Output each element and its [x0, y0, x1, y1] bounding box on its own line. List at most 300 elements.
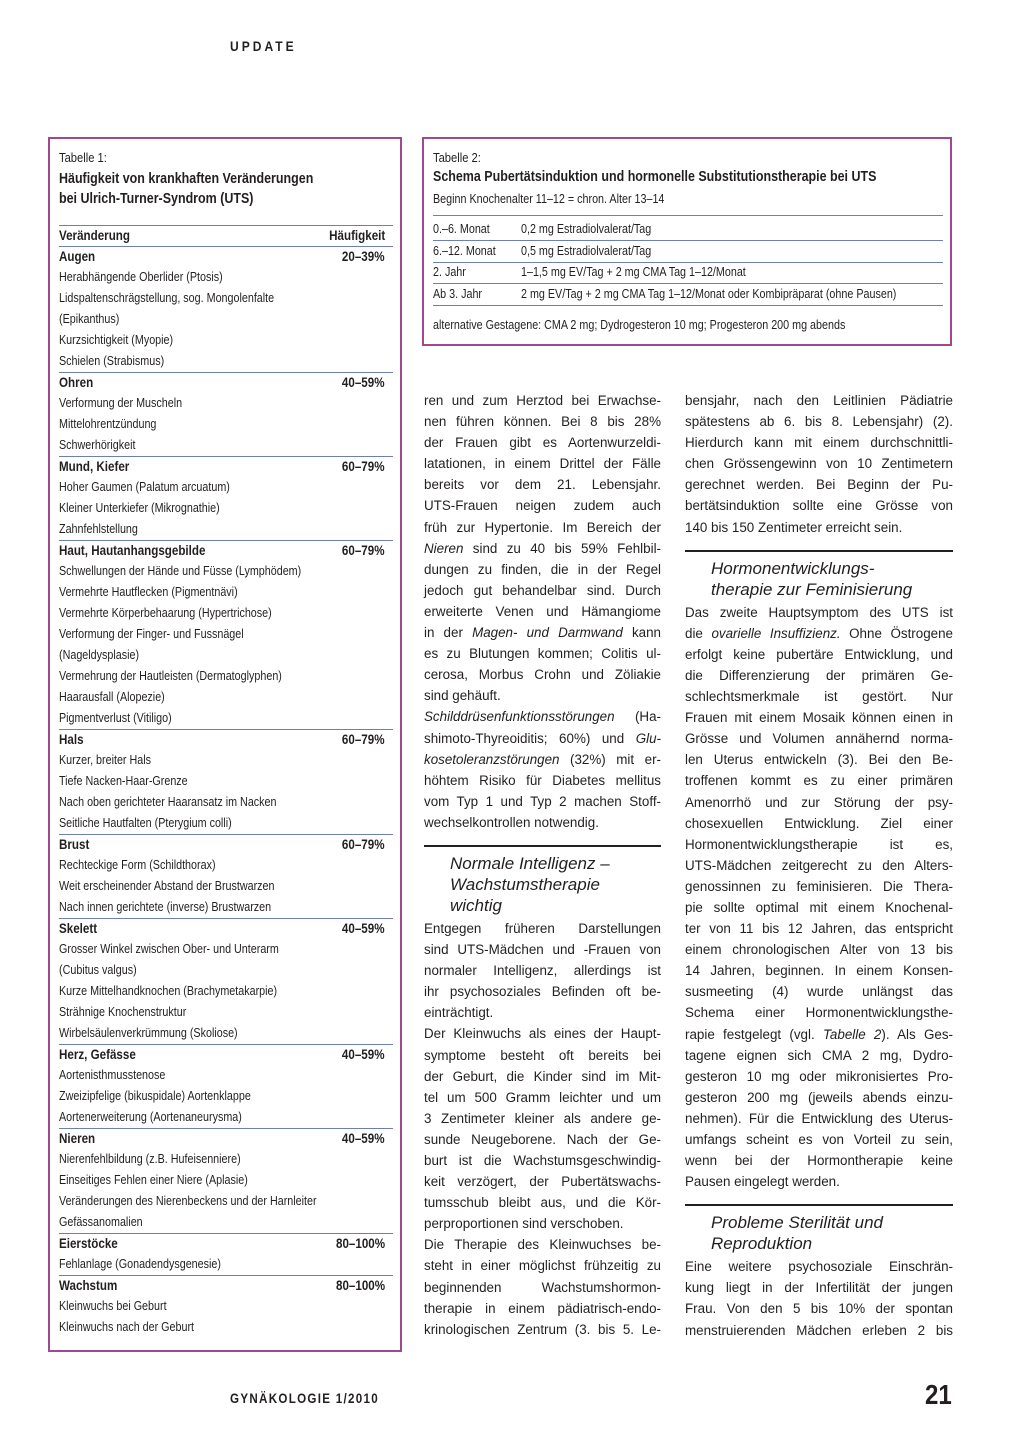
heading-line: Hormonentwicklungs-	[711, 558, 875, 578]
text-line	[424, 622, 661, 643]
text-run: Entgegen früheren Darstellungen	[424, 920, 661, 936]
text-run: ihr psychosoziales Befinden oft be-	[424, 984, 661, 1000]
text-run: Schema einer Hormonentwicklungsthe-	[685, 1005, 953, 1021]
text-run: bertätsinduktion sollte eine Grösse von	[685, 498, 953, 514]
text-run: erweiterte Venen und Hämangiome	[424, 603, 661, 619]
text-line	[424, 960, 661, 981]
table-1-item-row	[59, 897, 393, 918]
item-text: (Epikanthus)	[59, 312, 120, 326]
item-text: Wirbelsäulenverkrümmung (Skoliose)	[59, 1026, 238, 1040]
column-header-change: Veränderung	[59, 228, 130, 243]
text-line	[424, 1150, 661, 1171]
text-line	[685, 770, 953, 791]
text-line	[424, 1171, 661, 1192]
text-run: rapie festgelegt (vgl.	[685, 1026, 823, 1042]
group-frequency: 40–59%	[342, 375, 385, 390]
text-line	[424, 1213, 661, 1234]
text-run: menstruierenden Mädchen erleben 2 bis	[685, 1322, 953, 1338]
text-line	[685, 834, 953, 855]
table-1-item-row	[59, 498, 393, 519]
column-middle	[424, 390, 661, 1340]
item-text: Veränderungen des Nierenbeckens und der Harnleiter	[59, 1194, 317, 1208]
italic-term: kosetoleranzstörungen	[424, 751, 560, 767]
item-text: Verformung der Muscheln	[59, 396, 183, 410]
text-line	[685, 749, 953, 770]
text-run: in der	[424, 625, 473, 641]
item-text: (Cubitus valgus)	[59, 963, 137, 977]
table-1-item-row	[59, 1317, 393, 1338]
item-text: Verformung der Finger- und Fussnägel	[59, 627, 244, 641]
text-run: 14 Jahren, beginnen. In einem Konsen-	[685, 963, 953, 979]
text-run: gesteron 200 mg (jeweils abends einzu-	[685, 1089, 953, 1105]
text-run: umfangs scheint es von Vorteil zu sein,	[685, 1132, 953, 1147]
group-name: Mund, Kiefer	[59, 459, 130, 474]
text-line	[685, 411, 953, 432]
text-line	[685, 1150, 953, 1171]
table-1-group-row	[59, 729, 393, 750]
text-line	[685, 792, 953, 813]
table-1-item-row	[59, 981, 393, 1002]
text-line	[685, 644, 953, 665]
text-run: dungen zu finden, die in der Regel	[424, 561, 661, 577]
text-run: höhtem Risiko für Diabetes mellitus	[424, 772, 661, 788]
heading-rule	[424, 845, 661, 847]
text-line	[685, 686, 953, 707]
text-line	[424, 411, 661, 432]
table-2-period: 2. Jahr	[433, 265, 466, 279]
text-line	[424, 1129, 661, 1150]
table-2-alternative: alternative Gestagene: CMA 2 mg; Dydrogesteron 10 mg; Progesteron 200 mg abends	[433, 318, 846, 332]
text-line	[685, 1108, 953, 1129]
text-line	[685, 1256, 953, 1277]
text-run: Der Kleinwuchs als eines der Haupt-	[424, 1026, 661, 1042]
item-text: Nach innen gerichtete (inverse) Brustwarzen	[59, 900, 272, 914]
group-name: Hals	[59, 732, 84, 747]
text-line	[424, 432, 661, 453]
text-run: sind UTS-Mädchen und -Frauen von	[424, 942, 661, 958]
text-line	[685, 1129, 953, 1150]
group-name: Skelett	[59, 921, 98, 936]
table-1-item-row	[59, 1086, 393, 1107]
text-run: cerosa, Morbus Crohn und Zöliakie	[424, 667, 661, 683]
item-text: Mittelohrentzündung	[59, 417, 157, 431]
text-line	[424, 1319, 661, 1340]
text-line	[424, 791, 661, 812]
text-line	[685, 1045, 953, 1066]
text-line	[424, 643, 661, 664]
group-name: Wachstum	[59, 1278, 118, 1293]
text-run: erfolgt keine pubertäre Entwicklung, und	[685, 646, 953, 662]
item-text: Herabhängende Oberlider (Ptosis)	[59, 270, 223, 284]
group-frequency: 60–79%	[342, 837, 385, 852]
text-run: keit verzögert, der Pubertätswachs-	[424, 1174, 661, 1190]
group-frequency: 80–100%	[335, 1278, 385, 1293]
text-run: susmeeting (4) wurde unlängst das	[685, 984, 953, 1000]
text-run: die	[685, 625, 712, 641]
table-2-period: 0.–6. Monat	[433, 222, 490, 236]
table-1-item-row	[59, 330, 393, 351]
running-header: UPDATE	[230, 38, 297, 54]
group-name: Nieren	[59, 1131, 96, 1146]
item-text: Strähnige Knochenstruktur	[59, 1005, 187, 1019]
text-line	[685, 602, 953, 623]
heading-line: Reproduktion	[711, 1234, 813, 1254]
group-frequency: 60–79%	[342, 459, 385, 474]
text-run: sind gehäuft.	[424, 688, 501, 704]
table-1-item-row	[59, 309, 393, 330]
item-text: Fehlanlage (Gonadendysgenesie)	[59, 1257, 221, 1271]
item-text: (Nageldysplasie)	[59, 648, 140, 662]
text-line	[685, 1298, 953, 1319]
table-1-group-row	[59, 246, 393, 267]
text-run: Hierdurch kann mit einem durchschnittli-	[685, 435, 953, 451]
heading-line: Wachstumstherapie	[450, 874, 600, 894]
table-1-item-row	[59, 687, 393, 708]
table-1-caption: Tabelle 1:	[59, 150, 107, 165]
item-text: Kleinwuchs nach der Geburt	[59, 1320, 195, 1334]
group-frequency: 40–59%	[342, 921, 385, 936]
text-line	[685, 1002, 953, 1023]
table-1-item-row	[59, 351, 393, 372]
table-1-group-row	[59, 456, 393, 477]
item-text: Tiefe Nacken-Haar-Grenze	[59, 774, 188, 788]
text-line	[424, 1277, 661, 1298]
group-frequency: 20–39%	[342, 249, 385, 264]
page-number: 21	[925, 1379, 952, 1410]
text-line	[424, 812, 661, 833]
table-1-item-row	[59, 435, 393, 456]
section-heading	[685, 538, 953, 602]
text-line	[685, 1277, 953, 1298]
table-2-title: Schema Pubertätsinduktion und hormonelle Substitutionstherapie bei UTS	[433, 169, 877, 185]
text-line	[685, 918, 953, 939]
text-run: schlechtsmerkmale ist gestört. Nur	[685, 689, 953, 705]
table-1-item-row	[59, 582, 393, 603]
table-1-item-row	[59, 1212, 393, 1233]
table-2-therapy: 0,2 mg Estradiolvalerat/Tag	[521, 222, 652, 236]
item-text: Rechteckige Form (Schildthorax)	[59, 858, 216, 872]
text-run: (Ha-	[614, 709, 661, 725]
text-line	[424, 1298, 661, 1319]
text-run: einem chronologischen Alter von 13 bis	[685, 942, 953, 958]
text-run: 3 Zentimeter kleiner als andere ge-	[424, 1110, 661, 1126]
text-run: nen führen können. Bei 8 bis 28%	[424, 414, 661, 430]
text-line	[685, 1066, 953, 1087]
text-run: Frauen mit einem Mosaik können einen in	[685, 710, 953, 726]
table-1-group-row	[59, 834, 393, 855]
table-1-item-row	[59, 1296, 393, 1317]
item-text: Aortenerweiterung (Aortenaneurysma)	[59, 1110, 242, 1124]
heading-line: Probleme Sterilität und	[711, 1213, 883, 1233]
text-run: UTS-Mädchen zeitgerecht zu den Alters-	[685, 857, 953, 873]
table-1-item-row	[59, 393, 393, 414]
table-1-item-row	[59, 813, 393, 834]
text-run: (32%) mit er-	[559, 751, 661, 767]
table-2-therapy: 1–1,5 mg EV/Tag + 2 mg CMA Tag 1–12/Monat	[521, 265, 746, 279]
table-2-row	[433, 262, 943, 284]
text-line	[424, 559, 661, 580]
text-run: der Frauen gibt es Aortenwurzeldi-	[424, 435, 661, 451]
table-1-item-row	[59, 477, 393, 498]
table-1-item-row	[59, 666, 393, 687]
text-run: Eine weitere psychosoziale Einschrän-	[685, 1259, 953, 1275]
item-text: Vermehrte Körperbehaarung (Hypertrichose)	[59, 606, 272, 620]
text-line	[685, 390, 953, 411]
heading-rule	[685, 1204, 953, 1206]
text-line	[424, 1045, 661, 1066]
text-run: pie sollte optimal mit einem Knochenal-	[685, 899, 953, 915]
table-1-item-row	[59, 750, 393, 771]
table-1	[48, 137, 402, 1352]
text-run: normaler Intelligenz, allerdings ist	[424, 963, 661, 979]
text-line	[685, 623, 953, 644]
text-line	[685, 1024, 953, 1045]
heading-line: therapie zur Feminisierung	[711, 579, 913, 599]
table-1-item-row	[59, 645, 393, 666]
text-line	[685, 432, 953, 453]
text-line	[424, 1066, 661, 1087]
text-run: genossinnen zu feminisieren. Die Thera-	[685, 878, 953, 894]
table-1-item-row	[59, 1170, 393, 1191]
text-run: bereits vor dem 21. Lebensjahr.	[424, 477, 661, 493]
group-name: Herz, Gefässe	[59, 1047, 136, 1062]
text-line	[424, 1087, 661, 1108]
table-1-group-row	[59, 1044, 393, 1065]
text-run: wenn bei der Hormontherapie keine	[685, 1153, 953, 1169]
text-run: troffenen kommt es zu einer primären	[685, 773, 953, 789]
text-run: burt ist die Wachstumsgeschwindig-	[424, 1153, 661, 1168]
table-1-item-row	[59, 1023, 393, 1044]
table-1-item-row	[59, 1254, 393, 1275]
text-line	[685, 1171, 953, 1192]
text-run: Ohne Östrogene	[840, 625, 953, 641]
footer-journal: GYNÄKOLOGIE 1/2010	[230, 1391, 380, 1406]
table-1-item-row	[59, 792, 393, 813]
item-text: Schielen (Strabismus)	[59, 354, 165, 368]
text-run: tumsschub bleibt aus, und die Kör-	[424, 1195, 661, 1211]
table-1-item-row	[59, 414, 393, 435]
table-1-item-row	[59, 624, 393, 645]
group-frequency: 60–79%	[342, 543, 385, 558]
table-1-item-row	[59, 519, 393, 540]
group-frequency: 60–79%	[342, 732, 385, 747]
text-run: beginnenden Wachstumshormon-	[424, 1279, 661, 1295]
text-line	[685, 728, 953, 749]
table-2	[422, 137, 952, 346]
item-text: Aortenisthmusstenose	[59, 1068, 166, 1082]
text-line	[685, 1087, 953, 1108]
text-line	[685, 453, 953, 474]
table-1-item-row	[59, 288, 393, 309]
table-1-group-row	[59, 540, 393, 561]
table-1-title-line: Häufigkeit von krankhaften Veränderungen	[59, 171, 314, 187]
text-line	[424, 453, 661, 474]
group-name: Eierstöcke	[59, 1236, 118, 1251]
text-line	[424, 580, 661, 601]
table-1-group-row	[59, 918, 393, 939]
text-line	[685, 1320, 953, 1341]
text-line	[424, 664, 661, 685]
section-heading	[685, 1192, 953, 1256]
text-run: einträchtigt.	[424, 1005, 494, 1021]
text-run: Frau. Von den 5 bis 10% der spontan	[685, 1301, 953, 1317]
italic-term: ovarielle Insuffizienz.	[711, 625, 841, 641]
text-run: chosexuellen Entwicklung. Ziel einer	[685, 815, 953, 831]
table-1-item-row	[59, 960, 393, 981]
item-text: Kleiner Unterkiefer (Mikrognathie)	[59, 501, 220, 515]
table-2-caption: Tabelle 2:	[433, 150, 481, 165]
text-run: tagene eignen sich CMA 2 mg, Dydro-	[685, 1047, 953, 1063]
group-frequency: 40–59%	[342, 1047, 385, 1062]
item-text: Nach oben gerichteter Haaransatz im Nacken	[59, 795, 277, 809]
text-run: spätestens ab 6. bis 8. Lebensjahr) (2).	[685, 414, 953, 430]
text-line	[424, 601, 661, 622]
table-2-period: 6.–12. Monat	[433, 243, 496, 258]
text-line	[424, 390, 661, 411]
item-text: Schwellungen der Hände und Füsse (Lymphödem)	[59, 564, 302, 578]
table-1-header-row	[59, 225, 393, 247]
text-line	[424, 1023, 661, 1044]
text-run: krinologischen Zentrum (3. bis 5. Le-	[424, 1321, 661, 1337]
text-line	[424, 728, 661, 749]
table-1-group-row	[59, 1275, 393, 1296]
text-run: steht in einer möglichst frühzeitig zu	[424, 1258, 661, 1274]
item-text: Vermehrung der Hautleisten (Dermatoglyphen)	[59, 669, 282, 683]
item-text: Nierenfehlbildung (z.B. Hufeisenniere)	[59, 1152, 241, 1166]
group-frequency: 40–59%	[342, 1131, 385, 1146]
table-1-group-row	[59, 1233, 393, 1254]
text-run: sind zu 40 bis 59% Fehlbil-	[463, 540, 661, 556]
table-1-item-row	[59, 876, 393, 897]
text-line	[685, 517, 953, 538]
text-run: Die Therapie des Kleinwuchses be-	[424, 1237, 661, 1253]
item-text: Vermehrte Hautflecken (Pigmentnävi)	[59, 585, 238, 599]
table-1-title-line: bei Ulrich-Turner-Syndrom (UTS)	[59, 191, 254, 207]
text-line	[424, 1255, 661, 1276]
text-run: kann	[622, 625, 662, 641]
table-1-item-row	[59, 1065, 393, 1086]
text-run: die Differenzierung der primären Ge-	[685, 667, 953, 683]
italic-term: Magen- und Darmwand	[472, 625, 623, 641]
item-text: Seitliche Hautfalten (Pterygium colli)	[59, 816, 232, 830]
table-1-item-row	[59, 561, 393, 582]
text-line	[685, 474, 953, 495]
table-1-item-row	[59, 603, 393, 624]
item-text: Zweizipfelige (bikuspidale) Aortenklappe	[59, 1089, 251, 1103]
text-line	[685, 897, 953, 918]
table-1-item-row	[59, 1107, 393, 1128]
table-2-therapy: 0,5 mg Estradiolvalerat/Tag	[521, 243, 652, 258]
text-line	[424, 1002, 661, 1023]
text-run: jedoch gut behandelbar sind. Durch	[424, 582, 661, 598]
text-run: shimoto-Thyreoiditis; 60%) und	[424, 730, 636, 746]
heading-line: wichtig	[450, 895, 502, 915]
text-run: gesteron 10 mg oder mikronisiertes Pro-	[685, 1068, 953, 1084]
item-text: Einseitiges Fehlen einer Niere (Aplasie)	[59, 1173, 248, 1187]
item-text: Schwerhörigkeit	[59, 438, 136, 452]
table-2-row	[433, 241, 943, 263]
text-line	[424, 538, 661, 559]
text-run: UTS-Frauen neigen zudem auch	[424, 498, 661, 514]
text-run: der Geburt, die Kinder sind im Mit-	[424, 1068, 661, 1084]
item-text: Grosser Winkel zwischen Ober- und Unterarm	[59, 942, 279, 956]
text-line	[685, 813, 953, 834]
text-run: Grösse und Volumen annähernd norma-	[685, 731, 953, 747]
group-frequency: 80–100%	[335, 1236, 385, 1251]
text-line	[685, 960, 953, 981]
text-run: symptome besteht oft bereits bei	[424, 1047, 661, 1063]
item-text: Weit erscheinender Abstand der Brustwarzen	[59, 879, 275, 893]
italic-term: Glu-	[635, 730, 661, 746]
text-line	[424, 1108, 661, 1129]
table-2-subtitle: Beginn Knochenalter 11–12 = chron. Alter 13–14	[433, 192, 665, 206]
text-line	[685, 876, 953, 897]
text-run: Hormonentwicklungstherapie ist es,	[685, 836, 953, 852]
text-line	[424, 495, 661, 516]
table-2-row	[433, 284, 943, 306]
item-text: Lidspaltenschrägstellung, sog. Mongolenfalte	[59, 291, 275, 305]
text-line	[685, 855, 953, 876]
text-line	[424, 517, 661, 538]
text-line	[424, 685, 661, 706]
text-line	[424, 918, 661, 939]
text-line	[685, 495, 953, 516]
table-1-header	[59, 225, 393, 246]
text-run: bensjahr, nach den Leitlinien Pädiatrie	[685, 393, 953, 408]
text-run: gerechnet werden. Bei Beginn der Pu-	[685, 477, 953, 493]
text-line	[424, 939, 661, 960]
item-text: Pigmentverlust (Vitiligo)	[59, 711, 172, 725]
table-2-period: Ab 3. Jahr	[433, 286, 483, 301]
item-text: Kurzer, breiter Hals	[59, 753, 152, 767]
table-1-item-row	[59, 708, 393, 729]
text-run: ren und zum Herztod bei Erwachse-	[424, 393, 661, 408]
text-line	[424, 1192, 661, 1213]
group-name: Haut, Hautanhangsgebilde	[59, 543, 206, 558]
table-2-therapy: 2 mg EV/Tag + 2 mg CMA Tag 1–12/Monat oder Kombipräparat (ohne Pausen)	[521, 286, 897, 301]
text-run: ). Als Ges-	[881, 1026, 953, 1042]
table-1-item-row	[59, 939, 393, 960]
column-header-frequency: Häufigkeit	[328, 228, 385, 243]
text-run: Das zweite Hauptsymptom des UTS ist	[685, 604, 953, 620]
item-text: Kurze Mittelhandknochen (Brachymetakarpie)	[59, 984, 278, 998]
text-run: len Uterus entwickeln (3). Bei den Be-	[685, 752, 953, 768]
item-text: Gefässanomalien	[59, 1215, 143, 1229]
text-run: Amenorrhö und zur Störung der psy-	[685, 794, 953, 810]
text-line	[685, 939, 953, 960]
text-run: wechselkontrollen notwendig.	[424, 814, 599, 830]
table-1-title	[59, 169, 343, 209]
text-line	[685, 981, 953, 1002]
text-line	[424, 770, 661, 791]
table-1-item-row	[59, 267, 393, 288]
text-line	[424, 1234, 661, 1255]
table-1-item-row	[59, 855, 393, 876]
text-run: chen Grössengewinn von 10 Zentimetern	[685, 456, 953, 472]
text-run: perproportionen sind verschoben.	[424, 1216, 624, 1232]
table-1-item-row	[59, 771, 393, 792]
item-text: Kleinwuchs bei Geburt	[59, 1299, 167, 1313]
table-1-item-row	[59, 1149, 393, 1170]
text-line	[424, 474, 661, 495]
text-run: therapie in einem pädiatrisch-endo-	[424, 1300, 661, 1316]
text-run: latationen, in einem Drittel der Fälle	[424, 456, 661, 472]
text-run: 140 bis 150 Zentimeter erreicht sein.	[685, 519, 903, 535]
text-line	[424, 749, 661, 770]
table-1-group-row	[59, 1128, 393, 1149]
text-line	[424, 981, 661, 1002]
table-1-group-row	[59, 372, 393, 393]
